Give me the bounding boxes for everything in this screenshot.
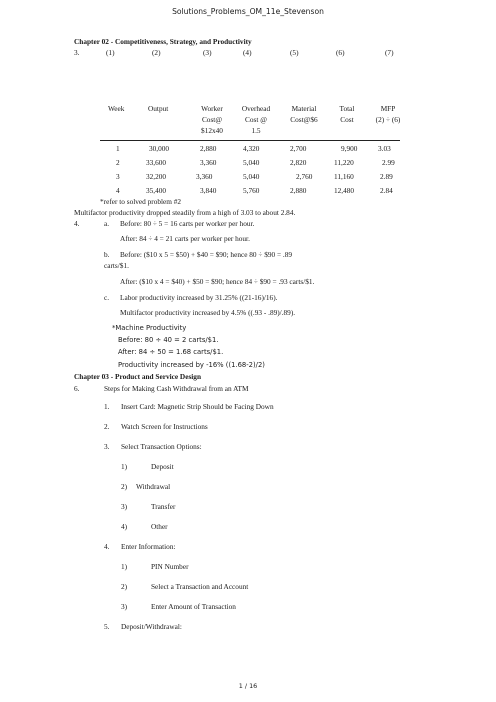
part-b-before: Before: ($10 x 5 = $50) + $40 = $90; hence 80 ÷ $90 = .89 <box>120 250 293 259</box>
col-number-7: (7) <box>385 48 394 57</box>
machine-before: Before: 80 ÷ 40 = 2 carts/$1. <box>118 336 219 344</box>
cell-overhead: 5,040 <box>243 158 260 167</box>
part-c-label: c. <box>104 293 110 302</box>
problem-6-number: 6. <box>74 384 80 393</box>
part-c-labor: Labor productivity increased by 31.25% ((21-16)/16). <box>120 293 278 302</box>
cell-mfp: 2.99 <box>382 158 395 167</box>
option-number: 1) <box>121 462 128 471</box>
step-number: 3. <box>104 442 110 451</box>
header-worker-2: Cost@ <box>201 115 223 124</box>
machine-after: After: 84 ÷ 50 = 1.68 carts/$1. <box>118 348 224 356</box>
cell-worker: 2,880 <box>200 144 217 153</box>
part-b-after: After: ($10 x 4 = $40) + $50 = $90; hence 84 ÷ $90 = .93 carts/$1. <box>120 277 315 286</box>
option-number: 2) <box>121 482 128 491</box>
problem-3-number: 3. <box>74 48 80 57</box>
cell-week: 2 <box>116 158 120 167</box>
step-number: 2. <box>104 422 110 431</box>
part-a-label: a. <box>104 219 110 228</box>
header-material-2: Cost@$6 <box>290 115 318 124</box>
cell-total: 11,160 <box>334 172 354 181</box>
option-number: 3) <box>121 502 128 511</box>
step-text: Watch Screen for Instructions <box>121 422 208 431</box>
header-overhead-3: 1.5 <box>251 126 261 135</box>
table-header-rule <box>100 140 400 141</box>
col-number-4: (4) <box>243 48 252 57</box>
option-text: Withdrawal <box>136 482 171 491</box>
cell-mfp: 2.89 <box>380 172 393 181</box>
step-text: Deposit/Withdrawal: <box>121 622 182 631</box>
cell-worker: 3,360 <box>200 158 217 167</box>
cell-total: 12,480 <box>334 186 355 195</box>
header-output: Output <box>148 104 169 113</box>
info-number: 1) <box>121 562 128 571</box>
header-material-1: Material <box>291 104 317 113</box>
part-a-after: After: 84 ÷ 4 = 21 carts per worker per hour. <box>120 234 250 243</box>
part-a-before: Before: 80 ÷ 5 = 16 carts per worker per hour. <box>120 219 255 228</box>
problem-6-title: Steps for Making Cash Withdrawal from an ATM <box>104 384 249 393</box>
cell-output: 33,600 <box>146 158 167 167</box>
header-total-2: Cost <box>340 115 354 124</box>
cell-week: 1 <box>116 144 120 153</box>
part-b-label: b. <box>104 250 110 259</box>
solved-problem-note: *refer to solved problem #2 <box>100 197 182 206</box>
info-number: 3) <box>121 602 128 611</box>
step-number: 5. <box>104 622 110 631</box>
chapter-3-heading: Chapter 03 - Product and Service Design <box>74 372 202 381</box>
page-header-title: Solutions_Problems_OM_11e_Stevenson <box>172 7 324 16</box>
header-mfp-2: (2) ÷ (6) <box>375 115 401 124</box>
col-number-5: (5) <box>290 48 299 57</box>
col-number-1: (1) <box>106 48 115 57</box>
header-mfp-1: MFP <box>380 104 396 113</box>
cell-mfp: 2.84 <box>380 186 393 195</box>
cell-output: 30,000 <box>149 144 170 153</box>
cell-worker: 3,360 <box>196 172 213 181</box>
page-number: 1 / 16 <box>238 682 258 690</box>
cell-week: 3 <box>116 172 120 181</box>
col-number-2: (2) <box>152 48 161 57</box>
cell-material: 2,880 <box>290 186 307 195</box>
cell-overhead: 5,760 <box>243 186 260 195</box>
cell-week: 4 <box>116 186 120 195</box>
chapter-2-heading: Chapter 02 - Competitiveness, Strategy, and Productivity <box>74 37 252 46</box>
header-worker-3: $12x40 <box>201 126 223 135</box>
problem-3-conclusion: Multifactor productivity dropped steadily from a high of 3.03 to about 2.84. <box>74 208 296 217</box>
info-text: Select a Transaction and Account <box>151 582 249 591</box>
step-number: 1. <box>104 402 110 411</box>
step-text: Select Transaction Options: <box>121 442 202 451</box>
problem-4-number: 4. <box>74 219 80 228</box>
info-text: Enter Amount of Transaction <box>151 602 236 611</box>
cell-material: 2,820 <box>290 158 307 167</box>
option-text: Transfer <box>151 502 176 511</box>
part-b-before-cont: carts/$1. <box>104 261 129 270</box>
header-worker-1: Worker <box>201 104 223 113</box>
cell-material: 2,760 <box>296 172 313 181</box>
option-text: Deposit <box>151 462 174 471</box>
cell-overhead: 4,320 <box>243 144 260 153</box>
col-number-3: (3) <box>203 48 212 57</box>
cell-total: 9,900 <box>341 144 358 153</box>
col-number-6: (6) <box>336 48 345 57</box>
step-number: 4. <box>104 542 110 551</box>
machine-productivity-title: *Machine Productivity <box>112 324 187 332</box>
cell-output: 32,200 <box>146 172 167 181</box>
header-overhead-1: Overhead <box>241 104 271 113</box>
info-number: 2) <box>121 582 128 591</box>
cell-material: 2,700 <box>290 144 307 153</box>
part-c-multifactor: Multifactor productivity increased by 4.5% ((.93 - .89)/.89). <box>120 308 296 317</box>
header-week: Week <box>108 104 125 113</box>
option-number: 4) <box>121 522 128 531</box>
cell-output: 35,400 <box>146 186 167 195</box>
option-text: Other <box>151 522 168 531</box>
cell-total: 11,220 <box>334 158 354 167</box>
cell-worker: 3,840 <box>200 186 217 195</box>
step-text: Enter Information: <box>121 542 176 551</box>
cell-mfp: 3.03 <box>378 144 391 153</box>
cell-overhead: 5,040 <box>243 172 260 181</box>
header-overhead-2: Cost @ <box>245 115 267 124</box>
info-text: PIN Number <box>151 562 189 571</box>
header-total-1: Total <box>339 104 355 113</box>
machine-change: Productivity increased by -16% ((1.68-2)/2) <box>118 361 265 369</box>
step-text: Insert Card: Magnetic Strip Should be Facing Down <box>121 402 274 411</box>
